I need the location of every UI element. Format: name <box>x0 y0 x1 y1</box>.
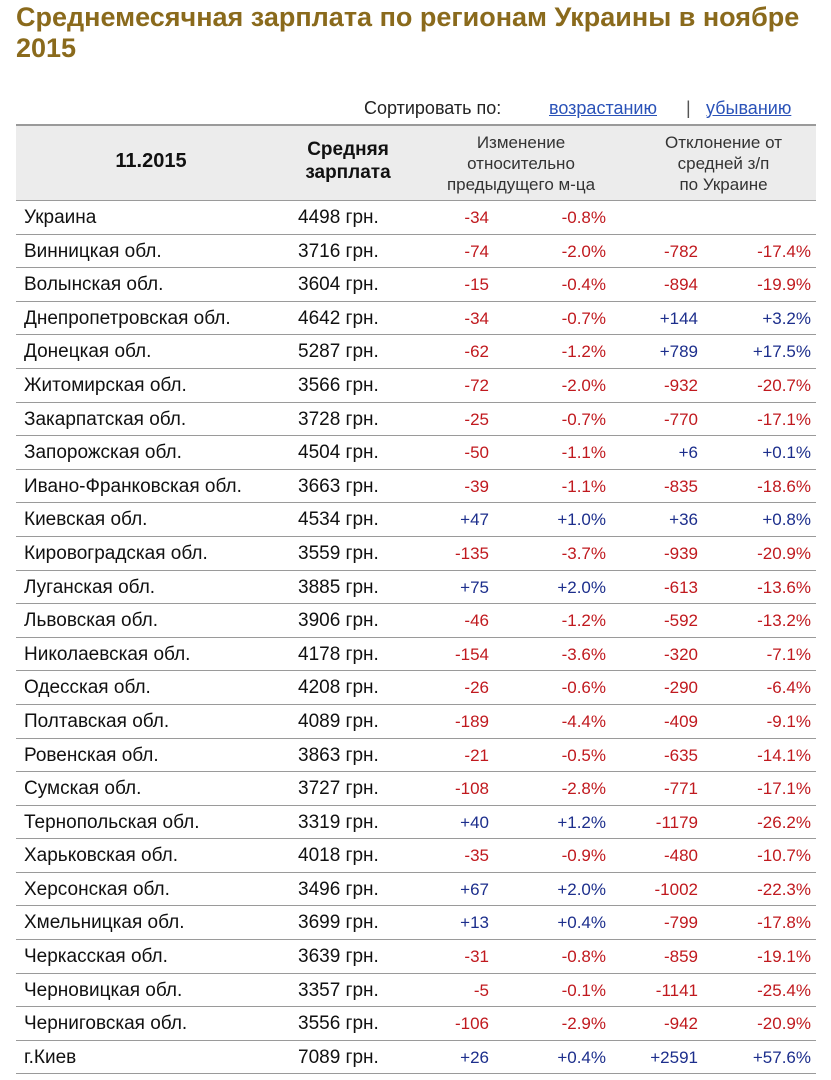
deviation-pct: -17.1% <box>757 779 811 799</box>
deviation-abs: -592 <box>663 611 698 631</box>
region-name: Днепропетровская обл. <box>24 307 231 329</box>
change-pct: -2.8% <box>561 779 606 799</box>
deviation-abs: -1179 <box>655 812 698 832</box>
deviation-pct: -17.8% <box>757 913 811 933</box>
header-change <box>411 132 631 195</box>
region-name: Николаевская обл. <box>24 643 191 665</box>
change-abs: -26 <box>464 678 489 698</box>
change-abs: -15 <box>464 275 489 295</box>
avg-salary: 3604 грн. <box>298 274 379 296</box>
deviation-pct: -6.4% <box>766 678 811 698</box>
region-name: Донецкая обл. <box>24 341 152 363</box>
table-row <box>16 940 816 974</box>
deviation-pct: -10.7% <box>757 846 811 866</box>
region-name: Черновицкая обл. <box>24 979 183 1001</box>
deviation-pct: -19.9% <box>757 275 811 295</box>
table-row <box>16 739 816 773</box>
deviation-pct: -20.9% <box>757 543 811 563</box>
header-deviation-line2: средней з/п <box>677 154 770 173</box>
change-abs: -25 <box>464 409 489 429</box>
change-pct: +0.4% <box>557 913 606 933</box>
deviation-abs: -771 <box>663 779 698 799</box>
deviation-pct: -13.2% <box>757 611 811 631</box>
avg-salary: 3496 грн. <box>298 878 379 900</box>
region-name: Полтавская обл. <box>24 710 170 732</box>
change-pct: -0.1% <box>561 980 606 1000</box>
table-row <box>16 302 816 336</box>
deviation-pct: -18.6% <box>757 476 811 496</box>
deviation-abs: -290 <box>663 678 698 698</box>
change-pct: -0.4% <box>561 275 606 295</box>
change-pct: -0.7% <box>561 409 606 429</box>
table-row <box>16 638 816 672</box>
deviation-abs: -613 <box>663 577 698 597</box>
change-pct: -1.1% <box>561 476 606 496</box>
avg-salary: 3556 грн. <box>298 1013 379 1035</box>
deviation-abs: -894 <box>663 275 698 295</box>
change-abs: +26 <box>460 1047 489 1067</box>
deviation-abs: -770 <box>663 409 698 429</box>
region-name: Волынская обл. <box>24 274 164 296</box>
table-row <box>16 806 816 840</box>
change-abs: -5 <box>473 980 489 1000</box>
change-pct: +2.0% <box>557 879 606 899</box>
change-abs: -135 <box>454 543 489 563</box>
change-abs: -35 <box>464 846 489 866</box>
header-deviation-line3: по Украине <box>679 175 768 194</box>
region-name: Ивано-Франковская обл. <box>24 475 242 497</box>
deviation-pct: -25.4% <box>757 980 811 1000</box>
change-abs: -39 <box>464 476 489 496</box>
page-title: Среднемесячная зарплата по регионам Украины в ноябре 2015 <box>16 2 800 63</box>
avg-salary: 4498 грн. <box>298 207 379 228</box>
deviation-pct: -13.6% <box>757 577 811 597</box>
table-row <box>16 974 816 1008</box>
avg-salary: 3559 грн. <box>298 542 379 564</box>
region-name: Львовская обл. <box>24 610 159 632</box>
header-change-line3: предыдущего м-ца <box>446 175 596 194</box>
deviation-pct: -20.9% <box>757 1014 811 1034</box>
table-row <box>16 537 816 571</box>
region-name: Украина <box>24 207 97 228</box>
change-pct: -0.9% <box>561 846 606 866</box>
change-abs: -74 <box>464 241 489 261</box>
avg-salary: 7089 грн. <box>298 1046 379 1068</box>
change-pct: -0.8% <box>561 947 606 967</box>
change-pct: -1.2% <box>561 342 606 362</box>
avg-salary: 3727 грн. <box>298 778 379 800</box>
sort-ascending-link[interactable]: возрастанию <box>549 98 657 118</box>
avg-salary: 3699 грн. <box>298 912 379 934</box>
deviation-abs: -409 <box>663 711 698 731</box>
table-row <box>16 235 816 269</box>
deviation-abs: -799 <box>663 913 698 933</box>
table-row <box>16 705 816 739</box>
change-pct: -1.2% <box>561 611 606 631</box>
deviation-abs: +789 <box>659 342 698 362</box>
change-pct: -3.6% <box>561 644 606 664</box>
table-row <box>16 369 816 403</box>
avg-salary: 4089 грн. <box>298 710 379 732</box>
deviation-pct: +57.6% <box>752 1047 811 1067</box>
region-name: г.Киев <box>24 1046 77 1068</box>
deviation-pct: -26.2% <box>757 812 811 832</box>
change-pct: -0.6% <box>561 678 606 698</box>
region-name: Одесская обл. <box>24 677 151 699</box>
region-name: Запорожская обл. <box>24 442 182 464</box>
deviation-pct: -14.1% <box>757 745 811 765</box>
table-row <box>16 201 816 235</box>
sort-descending-link[interactable]: убыванию <box>706 98 792 118</box>
change-abs: +67 <box>460 879 489 899</box>
change-pct: -4.4% <box>561 711 606 731</box>
table-row <box>16 503 816 537</box>
deviation-abs: -1002 <box>654 879 698 899</box>
region-name: Сумская обл. <box>24 778 142 800</box>
change-abs: -21 <box>464 745 489 765</box>
sort-label: Сортировать по: <box>364 98 502 118</box>
deviation-pct: -7.1% <box>766 644 811 664</box>
table-row <box>16 436 816 470</box>
header-avg-salary-line1: Средняя <box>307 139 389 160</box>
change-pct: -0.7% <box>561 308 606 328</box>
table-row <box>16 470 816 504</box>
avg-salary: 4178 грн. <box>298 643 379 665</box>
table-row <box>16 335 816 369</box>
region-name: Луганская обл. <box>24 576 156 598</box>
avg-salary: 3566 грн. <box>298 374 379 396</box>
change-abs: -50 <box>464 443 489 463</box>
change-abs: -106 <box>454 1014 489 1034</box>
avg-salary: 3716 грн. <box>298 240 379 262</box>
deviation-pct: +3.2% <box>762 308 811 328</box>
deviation-abs: -635 <box>663 745 698 765</box>
table-row <box>16 873 816 907</box>
table-row <box>16 268 816 302</box>
change-pct: -0.8% <box>561 208 606 227</box>
deviation-abs: -1141 <box>655 980 698 1000</box>
change-pct: +0.4% <box>557 1047 606 1067</box>
change-abs: +75 <box>460 577 489 597</box>
avg-salary: 3319 грн. <box>298 811 379 833</box>
change-abs: -34 <box>464 308 489 328</box>
avg-salary: 4018 грн. <box>298 845 379 867</box>
deviation-abs: -782 <box>663 241 698 261</box>
region-name: Черкасская обл. <box>24 946 168 968</box>
header-change-line2: относительно <box>467 154 575 173</box>
header-deviation-line1: Отклонение от <box>665 133 782 152</box>
deviation-pct: +0.8% <box>762 510 811 530</box>
deviation-pct: -17.1% <box>757 409 811 429</box>
change-abs: +13 <box>460 913 489 933</box>
table-row <box>16 571 816 605</box>
deviation-pct: +17.5% <box>752 342 811 362</box>
avg-salary: 4642 грн. <box>298 307 379 329</box>
header-date: 11.2015 <box>115 150 187 172</box>
avg-salary: 4534 грн. <box>298 509 379 531</box>
deviation-abs: +36 <box>669 510 698 530</box>
change-pct: -3.7% <box>561 543 606 563</box>
region-name: Киевская обл. <box>24 509 148 531</box>
deviation-abs: -859 <box>663 947 698 967</box>
region-name: Тернопольская обл. <box>24 811 200 833</box>
deviation-abs: -480 <box>663 846 698 866</box>
change-abs: -46 <box>464 611 489 631</box>
change-abs: -108 <box>454 779 489 799</box>
deviation-pct: -22.3% <box>757 879 811 899</box>
change-abs: -189 <box>454 711 489 731</box>
region-name: Ровенская обл. <box>24 744 159 766</box>
sort-separator: | <box>686 98 691 118</box>
table-row <box>16 906 816 940</box>
table-header <box>16 124 816 201</box>
region-name: Хмельницкая обл. <box>24 912 185 934</box>
table-row <box>16 839 816 873</box>
deviation-pct: -9.1% <box>766 711 811 731</box>
header-change-line1: Изменение <box>476 133 566 152</box>
deviation-abs: -939 <box>663 543 698 563</box>
deviation-abs: -320 <box>663 644 698 664</box>
deviation-abs: -835 <box>663 476 698 496</box>
avg-salary: 3663 грн. <box>298 475 379 497</box>
table-body <box>16 201 816 1074</box>
change-pct: +1.2% <box>557 812 606 832</box>
deviation-abs: +144 <box>659 308 698 328</box>
deviation-abs: -942 <box>663 1014 698 1034</box>
change-pct: +2.0% <box>557 577 606 597</box>
change-abs: -72 <box>464 375 489 395</box>
avg-salary: 3728 грн. <box>298 408 379 430</box>
avg-salary: 3639 грн. <box>298 946 379 968</box>
table-row <box>16 604 816 638</box>
change-pct: -1.1% <box>561 443 606 463</box>
deviation-pct: -17.4% <box>757 241 811 261</box>
avg-salary: 3885 грн. <box>298 576 379 598</box>
change-abs: +40 <box>460 812 489 832</box>
region-name: Житомирская обл. <box>24 374 187 396</box>
region-name: Харьковская обл. <box>24 845 179 867</box>
table-row <box>16 671 816 705</box>
region-name: Винницкая обл. <box>24 240 162 262</box>
deviation-abs: +6 <box>678 443 698 463</box>
change-pct: -2.0% <box>561 241 606 261</box>
table-row <box>16 772 816 806</box>
deviation-pct: -19.1% <box>757 947 811 967</box>
change-abs: -31 <box>464 947 489 967</box>
table-row <box>16 403 816 437</box>
header-deviation <box>631 132 816 195</box>
avg-salary: 3357 грн. <box>298 979 379 1001</box>
region-name: Закарпатская обл. <box>24 408 187 430</box>
region-name: Черниговская обл. <box>24 1013 188 1035</box>
change-abs: +47 <box>460 510 489 530</box>
deviation-pct: -20.7% <box>757 375 811 395</box>
salary-table <box>16 124 816 1074</box>
change-pct: +1.0% <box>557 510 606 530</box>
avg-salary: 3906 грн. <box>298 610 379 632</box>
change-pct: -0.5% <box>561 745 606 765</box>
table-row <box>16 1007 816 1041</box>
change-pct: -2.9% <box>561 1014 606 1034</box>
avg-salary: 3863 грн. <box>298 744 379 766</box>
deviation-pct: +0.1% <box>762 443 811 463</box>
change-abs: -154 <box>454 644 489 664</box>
deviation-abs: -932 <box>663 375 698 395</box>
change-pct: -2.0% <box>561 375 606 395</box>
avg-salary: 5287 грн. <box>298 341 379 363</box>
change-abs: -62 <box>464 342 489 362</box>
table-row <box>16 1041 816 1075</box>
avg-salary: 4504 грн. <box>298 442 379 464</box>
header-avg-salary <box>278 138 418 184</box>
region-name: Кировоградская обл. <box>24 542 208 564</box>
header-avg-salary-line2: зарплата <box>305 162 391 183</box>
sort-bar <box>16 96 816 120</box>
change-abs: -34 <box>464 208 489 227</box>
deviation-abs: +2591 <box>650 1047 698 1067</box>
avg-salary: 4208 грн. <box>298 677 379 699</box>
region-name: Херсонская обл. <box>24 878 170 900</box>
